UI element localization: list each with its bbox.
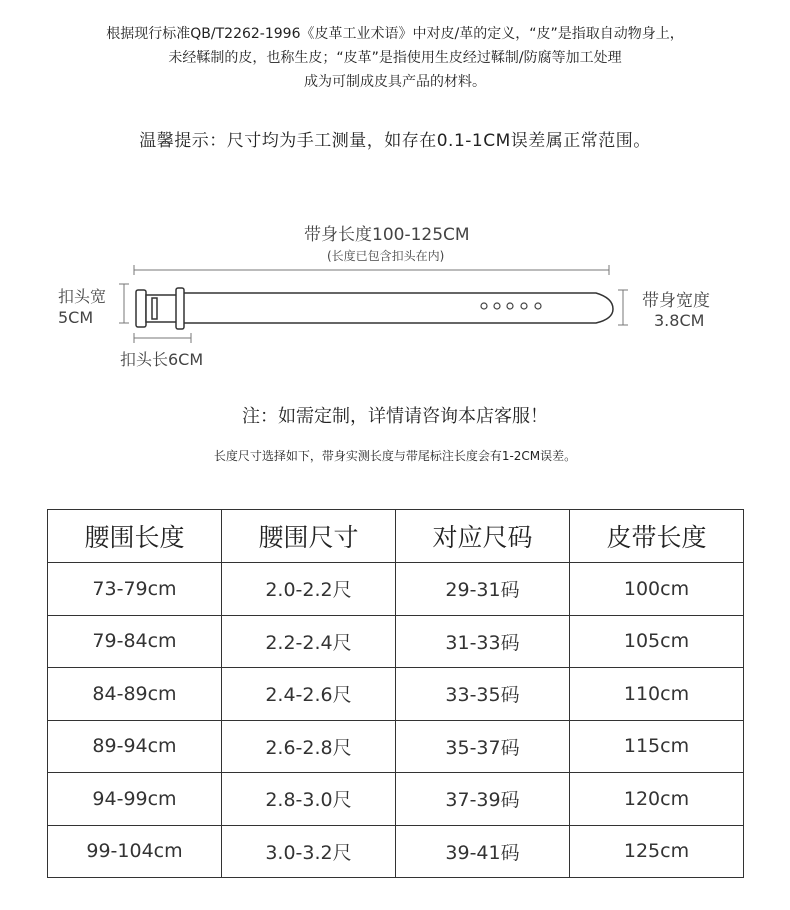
body-width-value: 3.8CM bbox=[654, 311, 705, 330]
intro-line-1: 根据现行标准QB/T2262-1996《皮革工业术语》中对皮/革的定义，“皮”是指取自动物身上， bbox=[106, 26, 684, 42]
table-cell: 2.4-2.6尺 bbox=[222, 668, 396, 721]
table-cell: 2.6-2.8尺 bbox=[222, 720, 396, 773]
custom-order-note: 注：如需定制，详情请咨询本店客服！ bbox=[242, 406, 548, 427]
length-error-note: 长度尺寸选择如下，带身实测长度与带尾标注长度会有1-2CM误差。 bbox=[213, 449, 577, 463]
header-waist-length: 腰围长度 bbox=[48, 510, 222, 563]
measurement-tip: 温馨提示：尺寸均为手工测量，如存在0.1-1CM误差属正常范围。 bbox=[139, 131, 651, 151]
body-width-dimension bbox=[618, 290, 628, 325]
belt-buckle bbox=[136, 288, 184, 329]
buckle-width-dimension bbox=[119, 284, 129, 323]
body-length-label: 带身长度100-125CM bbox=[304, 225, 470, 245]
table-cell: 2.2-2.4尺 bbox=[222, 615, 396, 668]
body-width-label: 带身宽度 bbox=[642, 291, 710, 311]
table-row bbox=[48, 720, 744, 773]
table-row bbox=[48, 615, 744, 668]
table-cell: 120cm bbox=[570, 773, 744, 826]
table-cell: 3.0-3.2尺 bbox=[222, 825, 396, 878]
header-belt-length: 皮带长度 bbox=[570, 510, 744, 563]
intro-line-3: 成为可制成皮具产品的材料。 bbox=[304, 74, 486, 90]
table-cell: 84-89cm bbox=[48, 668, 222, 721]
table-cell: 110cm bbox=[570, 668, 744, 721]
belt-diagram bbox=[0, 210, 790, 380]
table-cell: 79-84cm bbox=[48, 615, 222, 668]
table-cell: 2.8-3.0尺 bbox=[222, 773, 396, 826]
belt-strap bbox=[180, 293, 613, 323]
table-header-row bbox=[48, 510, 744, 563]
table-row bbox=[48, 825, 744, 878]
header-pants-size: 对应尺码 bbox=[396, 510, 570, 563]
table-cell: 115cm bbox=[570, 720, 744, 773]
table-row bbox=[48, 563, 744, 616]
table-row bbox=[48, 773, 744, 826]
table-cell: 29-31码 bbox=[396, 563, 570, 616]
intro-text bbox=[0, 22, 790, 94]
table-cell: 89-94cm bbox=[48, 720, 222, 773]
table-cell: 31-33码 bbox=[396, 615, 570, 668]
table-cell: 35-37码 bbox=[396, 720, 570, 773]
table-cell: 39-41码 bbox=[396, 825, 570, 878]
table-cell: 125cm bbox=[570, 825, 744, 878]
table-cell: 105cm bbox=[570, 615, 744, 668]
buckle-width-value: 5CM bbox=[58, 308, 94, 327]
header-waist-size: 腰围尺寸 bbox=[222, 510, 396, 563]
buckle-width-label: 扣头宽 bbox=[58, 287, 107, 306]
body-length-note: (长度已包含扣头在内) bbox=[327, 249, 445, 263]
table-cell: 2.0-2.2尺 bbox=[222, 563, 396, 616]
table-cell: 100cm bbox=[570, 563, 744, 616]
table-cell: 94-99cm bbox=[48, 773, 222, 826]
table-cell: 33-35码 bbox=[396, 668, 570, 721]
intro-line-2: 未经鞣制的皮，也称生皮；“皮革”是指使用生皮经过鞣制/防腐等加工处理 bbox=[168, 50, 622, 66]
table-cell: 37-39码 bbox=[396, 773, 570, 826]
table-row bbox=[48, 668, 744, 721]
buckle-length-dimension bbox=[134, 333, 191, 343]
buckle-length-label: 扣头长6CM bbox=[120, 350, 204, 369]
table-cell: 99-104cm bbox=[48, 825, 222, 878]
length-dimension-line bbox=[134, 265, 609, 275]
table-cell: 73-79cm bbox=[48, 563, 222, 616]
size-table bbox=[47, 509, 744, 878]
